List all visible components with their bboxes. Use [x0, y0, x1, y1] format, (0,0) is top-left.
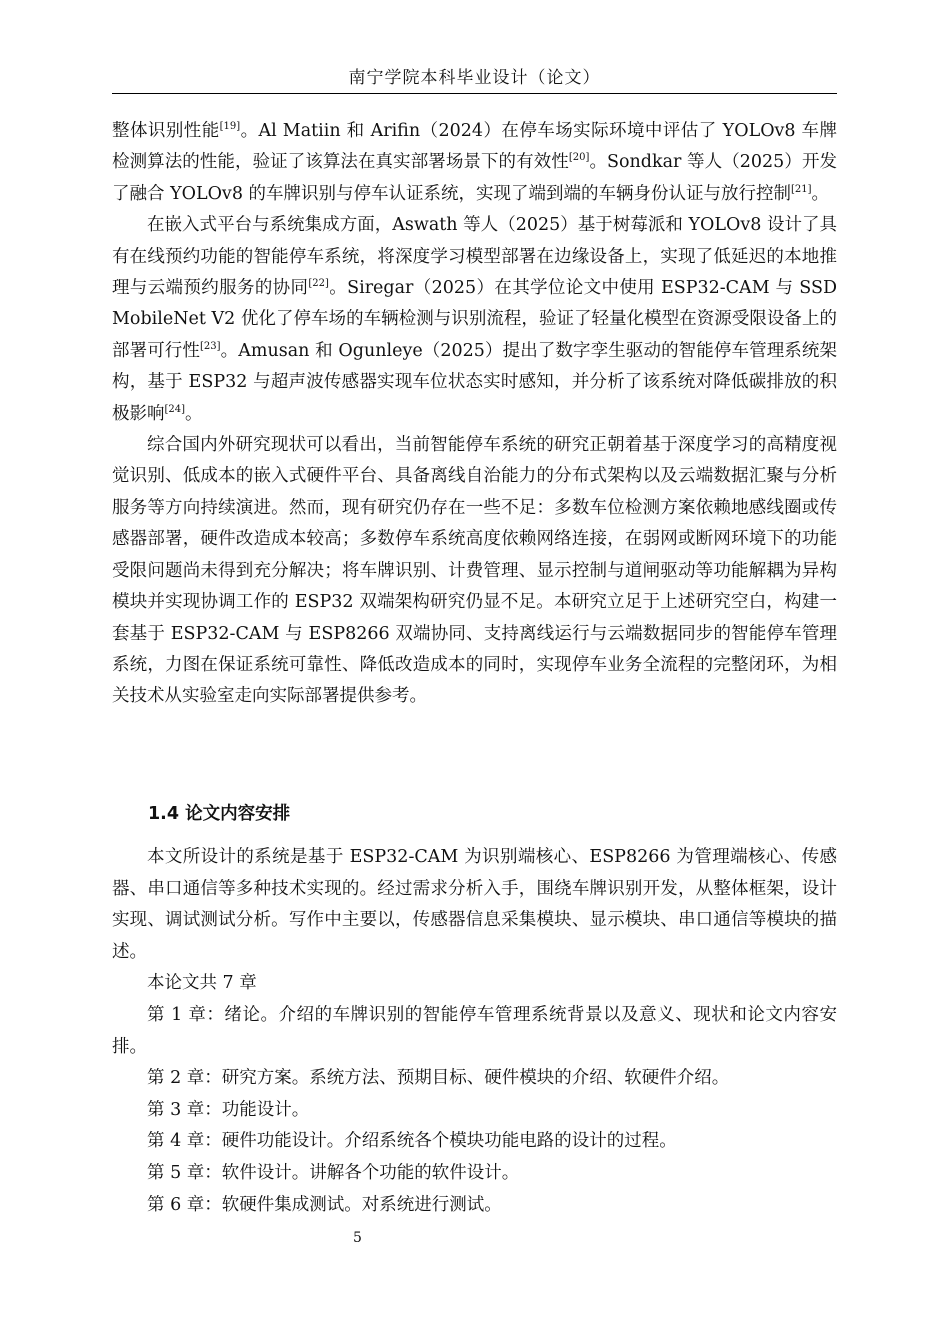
citation-20: [20] — [568, 152, 590, 164]
section-text-block — [112, 842, 837, 1221]
chapter-item-1: 第 1 章：绪论。介绍的车牌识别的智能停车管理系统背景以及意义、现状和论文内容安排。 — [112, 1004, 837, 1057]
chapter-item-4: 第 4 章：硬件功能设计。介绍系统各个模块功能电路的设计的过程。 — [147, 1131, 677, 1152]
para2-text-1: 在嵌入式平台与系统集成方面，Aswath 等人（2025）基于树莓派和 YOLOv8 设计了具有在线预约功能的智能停车系统，将深度学习模型部署在边缘设备上，实现了低延迟的本地推理与云端预约服务的协同 — [112, 215, 837, 299]
para2-text-4: 。 — [185, 403, 203, 424]
page-header: 南宁学院本科毕业设计（论文） — [348, 68, 601, 88]
citation-22: [22] — [308, 278, 329, 290]
section-heading: 1.4 论文内容安排 — [148, 804, 291, 824]
paragraph-4: 本文所设计的系统是基于 ESP32-CAM 为识别端核心、ESP8266 为管理端核心、传感器、串口通信等多种技术实现的。经过需求分析入手，围绕车牌识别开发，从整体框架，设计实现、调试测试分析。写作中主要以，传感器信息采集模块、显示模块、串口通信等模块的描述。 — [112, 847, 837, 962]
para1-text-2: 。Al Matiin 和 Arifin（2024）在停车场实际环境中评估了 YOLOv8 车牌检测算法的性能，验证了该算法在真实部署场景下的有效性 — [112, 121, 837, 173]
citation-19: [19] — [219, 121, 241, 132]
chapter-item-5: 第 5 章：软件设计。讲解各个功能的软件设计。 — [147, 1162, 520, 1183]
main-text-block — [112, 116, 837, 713]
paragraph-1 — [112, 116, 837, 210]
para2-text-2: 。Siregar（2025）在其学位论文中使用 ESP32-CAM 与 SSD MobileNet V2 优化了停车场的车辆检测与识别流程，验证了轻量化模型在资源受限设备上的部署可行性 — [112, 278, 837, 361]
paragraph-2 — [112, 210, 837, 430]
citation-21: [21] — [791, 183, 812, 195]
para1-text-4: 。 — [811, 183, 830, 204]
chapter-item-6: 第 6 章：软硬件集成测试。对系统进行测试。 — [147, 1194, 502, 1215]
para1-text-1: 整体识别性能 — [112, 121, 220, 141]
citation-24: [24] — [164, 403, 186, 415]
page-number: 5 — [353, 1230, 362, 1246]
chapters-intro: 本论文共 7 章 — [147, 973, 257, 994]
chapter-item-3: 第 3 章：功能设计。 — [147, 1099, 310, 1120]
chapter-item-2: 第 2 章：研究方案。系统方法、预期目标、硬件模块的介绍、软硬件介绍。 — [147, 1068, 730, 1089]
para2-text-3: 。Amusan 和 Ogunleye（2025）提出了数字孪生驱动的智能停车管理系统架构，基于 ESP32 与超声波传感器实现车位状态实时感知，并分析了该系统对降低碳排放的积极影响 — [112, 340, 838, 424]
header-divider — [112, 93, 837, 94]
para1-text-3: 。Sondkar 等人（2025）开发了融合 YOLOv8 的车牌识别与停车认证系统，实现了端到端的车辆身份认证与放行控制 — [112, 152, 838, 204]
paragraph-3: 综合国内外研究现状可以看出，当前智能停车系统的研究正朝着基于深度学习的高精度视觉识别、低成本的嵌入式硬件平台、具备离线自治能力的分布式架构以及云端数据汇聚与分析服务等方向持续演进。然而，现有研究仍存在一些不足：多数车位检测方案依赖地感线圈或传感器部署，硬件改造成本较高；多数停车系统高度依赖网络连接，在弱网或断网环境下的功能受限问题尚未得到充分解决；将车牌识别、计费管理、显示控制与道闸驱动等功能解耦为异构模块并实现协调工作的 ESP32 双端架构研究仍显不足。本研究立足于上述研究空白，构建一套基于 ESP32-CAM 与 ESP8266 双端协同、支持离线运行与云端数据同步的智能停车管理系统，力图在保证系统可靠性、降低改造成本的同时，实现停车业务全流程的完整闭环，为相关技术从实验室走向实际部署提供参考。 — [112, 435, 837, 707]
citation-23: [23] — [200, 340, 221, 352]
